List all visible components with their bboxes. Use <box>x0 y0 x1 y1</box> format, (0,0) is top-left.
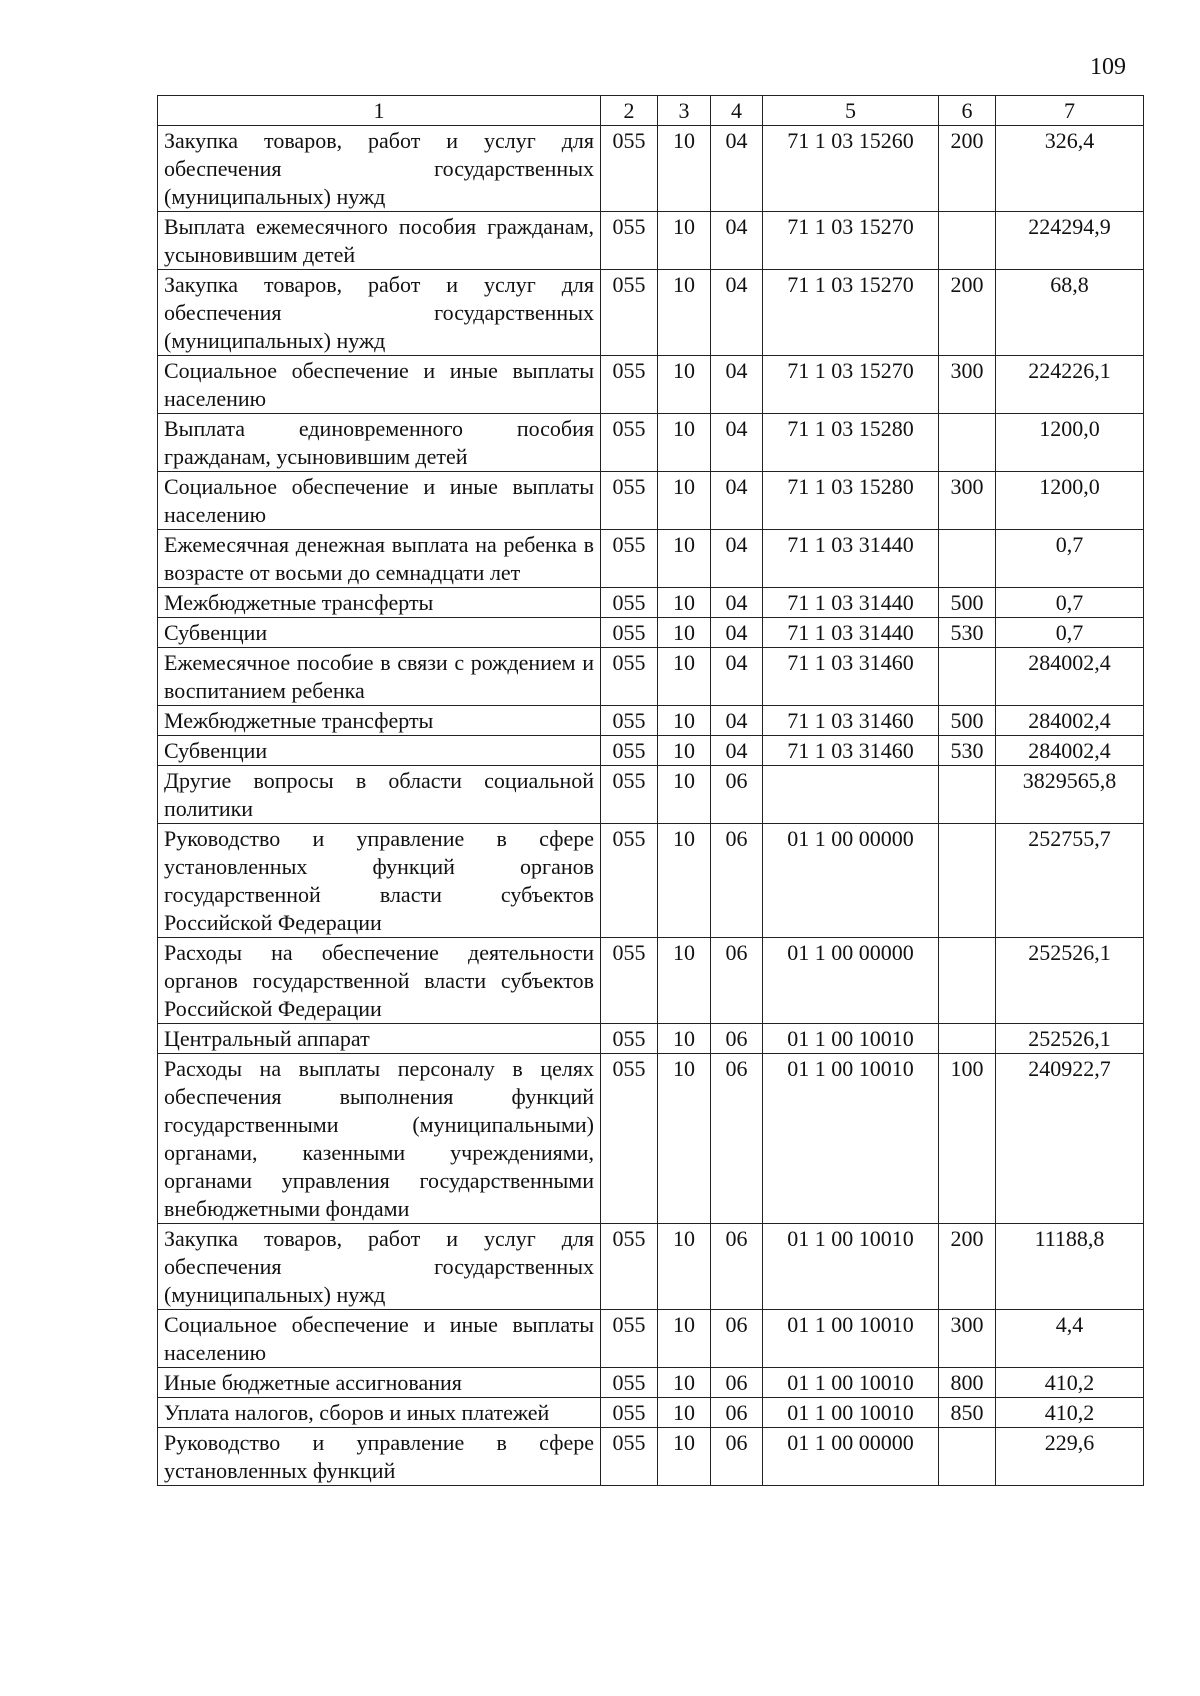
cell-expense-type <box>939 530 996 588</box>
cell-amount: 0,7 <box>996 588 1144 618</box>
cell-target-article: 71 1 03 15280 <box>763 472 939 530</box>
cell-description: Субвенции <box>158 618 601 648</box>
cell-section: 10 <box>658 270 711 356</box>
cell-subsection: 04 <box>711 270 763 356</box>
cell-section: 10 <box>658 588 711 618</box>
cell-description: Социальное обеспечение и иные выплаты населению <box>158 1310 601 1368</box>
cell-expense-type: 850 <box>939 1398 996 1428</box>
cell-expense-type <box>939 648 996 706</box>
table-row <box>158 648 1144 706</box>
cell-expense-type: 500 <box>939 588 996 618</box>
cell-description: Закупка товаров, работ и услуг для обеспечения государственных (муниципальных) нужд <box>158 126 601 212</box>
cell-subsection: 04 <box>711 648 763 706</box>
cell-description: Социальное обеспечение и иные выплаты населению <box>158 356 601 414</box>
cell-section: 10 <box>658 1224 711 1310</box>
header-cell: 1 <box>158 96 601 126</box>
cell-description: Ежемесячная денежная выплата на ребенка в возрасте от восьми до семнадцати лет <box>158 530 601 588</box>
cell-target-article: 01 1 00 00000 <box>763 938 939 1024</box>
cell-expense-type <box>939 824 996 938</box>
cell-amount: 326,4 <box>996 126 1144 212</box>
table-row <box>158 824 1144 938</box>
cell-amount: 4,4 <box>996 1310 1144 1368</box>
cell-target-article: 71 1 03 15270 <box>763 270 939 356</box>
cell-section: 10 <box>658 1368 711 1398</box>
cell-amount: 229,6 <box>996 1428 1144 1486</box>
header-row <box>158 96 1144 126</box>
cell-subsection: 06 <box>711 1310 763 1368</box>
cell-amount: 68,8 <box>996 270 1144 356</box>
cell-section: 10 <box>658 212 711 270</box>
cell-subsection: 06 <box>711 824 763 938</box>
table-row <box>158 736 1144 766</box>
cell-amount: 3829565,8 <box>996 766 1144 824</box>
table-row <box>158 1054 1144 1224</box>
cell-admin-code: 055 <box>601 588 658 618</box>
cell-subsection: 06 <box>711 1428 763 1486</box>
cell-admin-code: 055 <box>601 356 658 414</box>
cell-subsection: 06 <box>711 1054 763 1224</box>
cell-description: Руководство и управление в сфере установленных функций органов государственной власти субъектов Российской Федерации <box>158 824 601 938</box>
cell-target-article <box>763 766 939 824</box>
cell-expense-type: 300 <box>939 1310 996 1368</box>
cell-subsection: 04 <box>711 618 763 648</box>
cell-expense-type: 530 <box>939 736 996 766</box>
cell-amount: 284002,4 <box>996 736 1144 766</box>
cell-description: Межбюджетные трансферты <box>158 588 601 618</box>
cell-section: 10 <box>658 938 711 1024</box>
cell-expense-type <box>939 1428 996 1486</box>
cell-amount: 1200,0 <box>996 472 1144 530</box>
cell-target-article: 01 1 00 10010 <box>763 1024 939 1054</box>
cell-target-article: 71 1 03 15270 <box>763 356 939 414</box>
table-row <box>158 618 1144 648</box>
cell-expense-type: 500 <box>939 706 996 736</box>
cell-subsection: 06 <box>711 1398 763 1428</box>
cell-target-article: 71 1 03 31440 <box>763 618 939 648</box>
cell-admin-code: 055 <box>601 270 658 356</box>
cell-expense-type: 300 <box>939 472 996 530</box>
cell-expense-type <box>939 766 996 824</box>
cell-expense-type <box>939 212 996 270</box>
table-row <box>158 1398 1144 1428</box>
header-cell: 6 <box>939 96 996 126</box>
cell-admin-code: 055 <box>601 126 658 212</box>
cell-amount: 252755,7 <box>996 824 1144 938</box>
table-row <box>158 472 1144 530</box>
cell-target-article: 71 1 03 31440 <box>763 530 939 588</box>
table-row <box>158 126 1144 212</box>
header-cell: 4 <box>711 96 763 126</box>
cell-target-article: 71 1 03 31440 <box>763 588 939 618</box>
cell-amount: 284002,4 <box>996 706 1144 736</box>
cell-expense-type <box>939 1024 996 1054</box>
cell-target-article: 71 1 03 15270 <box>763 212 939 270</box>
cell-expense-type: 530 <box>939 618 996 648</box>
table-row <box>158 588 1144 618</box>
cell-section: 10 <box>658 1398 711 1428</box>
cell-description: Ежемесячное пособие в связи с рождением и воспитанием ребенка <box>158 648 601 706</box>
cell-expense-type: 300 <box>939 356 996 414</box>
cell-expense-type <box>939 414 996 472</box>
cell-amount: 224294,9 <box>996 212 1144 270</box>
cell-subsection: 06 <box>711 1024 763 1054</box>
table-row <box>158 766 1144 824</box>
cell-admin-code: 055 <box>601 766 658 824</box>
table-row <box>158 270 1144 356</box>
cell-admin-code: 055 <box>601 648 658 706</box>
cell-description: Закупка товаров, работ и услуг для обеспечения государственных (муниципальных) нужд <box>158 270 601 356</box>
cell-target-article: 01 1 00 10010 <box>763 1054 939 1224</box>
page-number: 109 <box>1090 54 1126 80</box>
cell-target-article: 71 1 03 31460 <box>763 648 939 706</box>
cell-description: Социальное обеспечение и иные выплаты населению <box>158 472 601 530</box>
table-row <box>158 1224 1144 1310</box>
cell-subsection: 06 <box>711 1224 763 1310</box>
cell-section: 10 <box>658 414 711 472</box>
cell-amount: 0,7 <box>996 530 1144 588</box>
cell-section: 10 <box>658 1310 711 1368</box>
cell-target-article: 71 1 03 15260 <box>763 126 939 212</box>
cell-admin-code: 055 <box>601 1398 658 1428</box>
cell-amount: 410,2 <box>996 1368 1144 1398</box>
table-row <box>158 414 1144 472</box>
cell-section: 10 <box>658 472 711 530</box>
cell-section: 10 <box>658 1024 711 1054</box>
cell-subsection: 04 <box>711 414 763 472</box>
cell-section: 10 <box>658 766 711 824</box>
cell-section: 10 <box>658 126 711 212</box>
table-row <box>158 1368 1144 1398</box>
cell-description: Центральный аппарат <box>158 1024 601 1054</box>
cell-admin-code: 055 <box>601 1054 658 1224</box>
cell-expense-type: 800 <box>939 1368 996 1398</box>
cell-amount: 240922,7 <box>996 1054 1144 1224</box>
cell-admin-code: 055 <box>601 472 658 530</box>
table-row <box>158 356 1144 414</box>
cell-target-article: 01 1 00 10010 <box>763 1224 939 1310</box>
cell-amount: 0,7 <box>996 618 1144 648</box>
table-row <box>158 212 1144 270</box>
header-cell: 2 <box>601 96 658 126</box>
cell-subsection: 06 <box>711 1368 763 1398</box>
table-row <box>158 1024 1144 1054</box>
cell-section: 10 <box>658 736 711 766</box>
cell-target-article: 01 1 00 00000 <box>763 1428 939 1486</box>
table-row <box>158 530 1144 588</box>
cell-description: Руководство и управление в сфере установленных функций <box>158 1428 601 1486</box>
cell-description: Выплата ежемесячного пособия гражданам, усыновившим детей <box>158 212 601 270</box>
cell-subsection: 04 <box>711 530 763 588</box>
cell-section: 10 <box>658 706 711 736</box>
cell-amount: 252526,1 <box>996 938 1144 1024</box>
cell-section: 10 <box>658 648 711 706</box>
cell-amount: 252526,1 <box>996 1024 1144 1054</box>
cell-amount: 1200,0 <box>996 414 1144 472</box>
cell-section: 10 <box>658 1428 711 1486</box>
cell-section: 10 <box>658 824 711 938</box>
cell-admin-code: 055 <box>601 824 658 938</box>
cell-target-article: 01 1 00 10010 <box>763 1368 939 1398</box>
cell-amount: 11188,8 <box>996 1224 1144 1310</box>
cell-amount: 224226,1 <box>996 356 1144 414</box>
table-row <box>158 938 1144 1024</box>
cell-subsection: 04 <box>711 472 763 530</box>
cell-subsection: 04 <box>711 212 763 270</box>
cell-subsection: 04 <box>711 356 763 414</box>
cell-expense-type: 200 <box>939 270 996 356</box>
cell-admin-code: 055 <box>601 736 658 766</box>
cell-description: Закупка товаров, работ и услуг для обеспечения государственных (муниципальных) нужд <box>158 1224 601 1310</box>
cell-admin-code: 055 <box>601 618 658 648</box>
cell-target-article: 01 1 00 10010 <box>763 1310 939 1368</box>
cell-description: Выплата единовременного пособия гражданам, усыновившим детей <box>158 414 601 472</box>
header-cell: 3 <box>658 96 711 126</box>
cell-admin-code: 055 <box>601 706 658 736</box>
cell-description: Другие вопросы в области социальной политики <box>158 766 601 824</box>
cell-section: 10 <box>658 356 711 414</box>
table-row <box>158 1428 1144 1486</box>
cell-description: Субвенции <box>158 736 601 766</box>
cell-admin-code: 055 <box>601 1024 658 1054</box>
cell-description: Расходы на выплаты персоналу в целях обеспечения выполнения функций государственными (муниципальными) органами, казенными учреждениями, органами управления государственными внебюджетными фондами <box>158 1054 601 1224</box>
cell-admin-code: 055 <box>601 414 658 472</box>
cell-description: Уплата налогов, сборов и иных платежей <box>158 1398 601 1428</box>
cell-subsection: 04 <box>711 706 763 736</box>
budget-table <box>157 95 1144 1486</box>
cell-admin-code: 055 <box>601 530 658 588</box>
table-row <box>158 706 1144 736</box>
cell-target-article: 71 1 03 31460 <box>763 736 939 766</box>
cell-target-article: 71 1 03 15280 <box>763 414 939 472</box>
cell-description: Иные бюджетные ассигнования <box>158 1368 601 1398</box>
cell-amount: 284002,4 <box>996 648 1144 706</box>
cell-admin-code: 055 <box>601 212 658 270</box>
header-cell: 7 <box>996 96 1144 126</box>
cell-amount: 410,2 <box>996 1398 1144 1428</box>
cell-target-article: 01 1 00 10010 <box>763 1398 939 1428</box>
cell-subsection: 06 <box>711 938 763 1024</box>
cell-section: 10 <box>658 618 711 648</box>
cell-admin-code: 055 <box>601 1310 658 1368</box>
header-cell: 5 <box>763 96 939 126</box>
cell-admin-code: 055 <box>601 938 658 1024</box>
cell-expense-type <box>939 938 996 1024</box>
cell-target-article: 71 1 03 31460 <box>763 706 939 736</box>
cell-expense-type: 200 <box>939 1224 996 1310</box>
cell-expense-type: 100 <box>939 1054 996 1224</box>
cell-subsection: 04 <box>711 588 763 618</box>
table-row <box>158 1310 1144 1368</box>
cell-admin-code: 055 <box>601 1224 658 1310</box>
cell-section: 10 <box>658 530 711 588</box>
cell-subsection: 04 <box>711 736 763 766</box>
cell-description: Межбюджетные трансферты <box>158 706 601 736</box>
cell-admin-code: 055 <box>601 1368 658 1398</box>
cell-expense-type: 200 <box>939 126 996 212</box>
cell-description: Расходы на обеспечение деятельности органов государственной власти субъектов Российской Федерации <box>158 938 601 1024</box>
cell-section: 10 <box>658 1054 711 1224</box>
cell-target-article: 01 1 00 00000 <box>763 824 939 938</box>
cell-subsection: 04 <box>711 126 763 212</box>
cell-subsection: 06 <box>711 766 763 824</box>
cell-admin-code: 055 <box>601 1428 658 1486</box>
